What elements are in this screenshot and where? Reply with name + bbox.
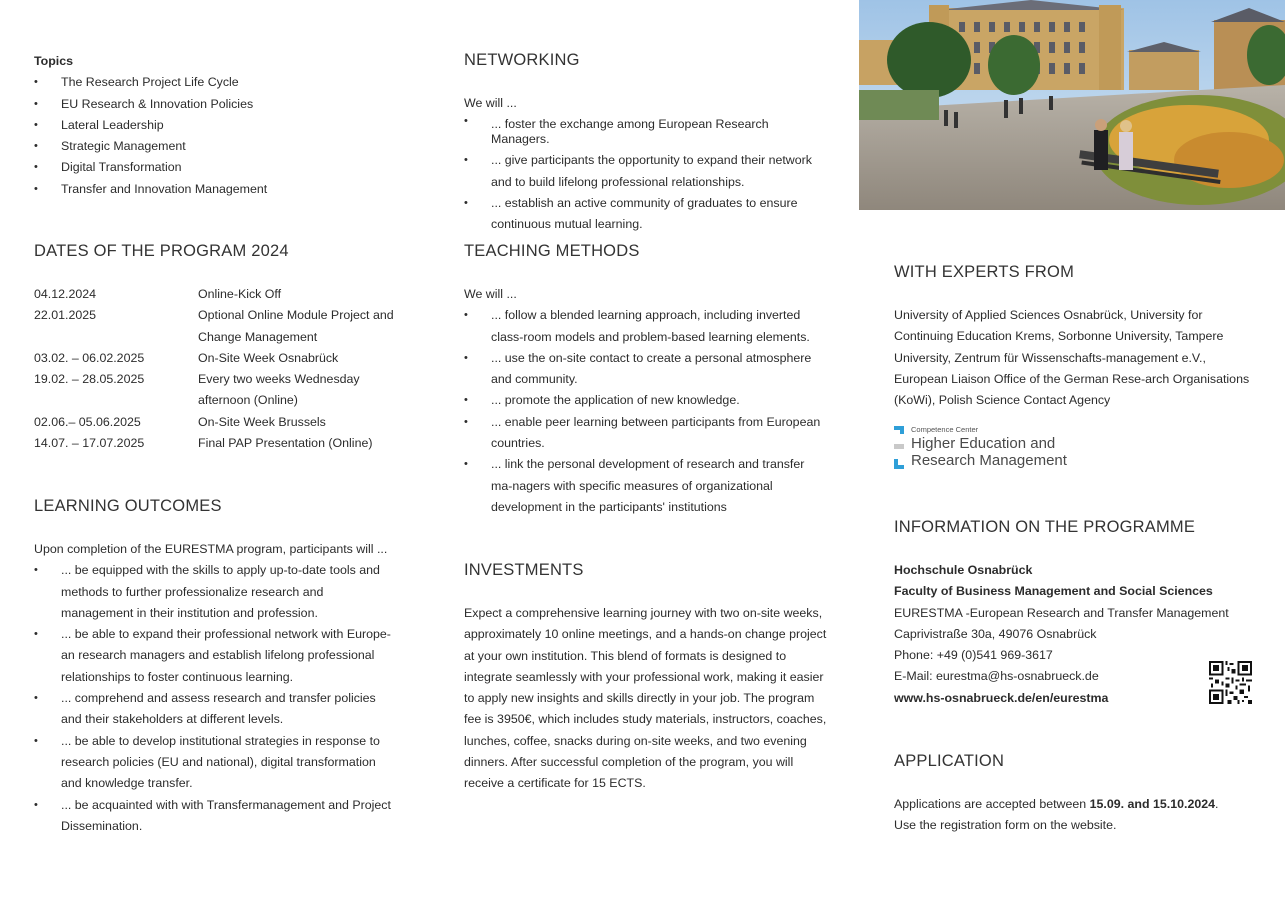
date-cell: 03.02. – 06.02.2025 — [34, 350, 145, 365]
list-item: • The Research Project Life Cycle — [34, 72, 414, 93]
date-cell: 22.01.2025 — [34, 308, 97, 323]
info-section — [894, 516, 1254, 709]
list-item: • ... comprehend and assess research and transfer policies and their stakeholders at different levels. — [34, 688, 396, 731]
dates-row — [34, 433, 394, 454]
event-cell: Optional Online Module Project and Change Management — [198, 308, 394, 344]
networking-intro: We will ... — [464, 96, 517, 110]
dates-row — [34, 412, 394, 433]
investments-title: INVESTMENTS — [464, 561, 584, 579]
dates-title: DATES OF THE PROGRAM 2024 — [34, 242, 289, 260]
list-item: • ... link the personal development of research and transfer ma-nagers with specific measures of organizational development in the participants' institutions — [464, 454, 829, 518]
networking-section — [464, 49, 829, 235]
list-item: • ... be acquainted with with Transfermanagement and Project Dissemination. — [34, 795, 396, 838]
topics-title: Topics — [34, 54, 74, 68]
info-email[interactable]: E-Mail: eurestma@hs-osnabrueck.de — [894, 669, 1099, 684]
date-cell: 04.12.2024 — [34, 287, 97, 301]
application-and: and — [1124, 797, 1153, 811]
list-item: • Strategic Management — [34, 136, 414, 157]
list-item: • Digital Transformation — [34, 157, 414, 178]
list-item: • ... use the on-site contact to create a personal atmosphere and community. — [464, 348, 829, 391]
application-text-prefix: Applications are accepted between — [894, 797, 1090, 811]
application-title: APPLICATION — [894, 752, 1005, 770]
list-item: • Transfer and Innovation Management — [34, 179, 414, 200]
application-section — [894, 750, 1264, 837]
topics-list — [34, 72, 414, 200]
topics-section — [34, 51, 414, 200]
dates-row — [34, 284, 394, 305]
event-cell: Online-Kick Off — [198, 287, 282, 301]
list-item: • ... be able to develop institutional strategies in response to research policies (EU and national), digital transformation and knowledge transfer. — [34, 731, 396, 795]
info-address: Caprivistraße 30a, 49076 Osnabrück — [894, 626, 1097, 641]
logo-line-1: Higher Education and — [911, 435, 1056, 452]
application-text — [894, 794, 1264, 815]
dates-row — [34, 348, 394, 369]
learning-title: LEARNING OUTCOMES — [34, 497, 222, 515]
info-org: Hochschule Osnabrück — [894, 563, 1033, 577]
list-item: • Lateral Leadership — [34, 115, 414, 136]
list-item: • ... be able to expand their professional network with Europe-an research managers and establish lifelong professional relationships to foster continuous learning. — [34, 624, 396, 688]
logo-line-2: Research Management — [911, 452, 1067, 469]
event-cell: Final PAP Presentation (Online) — [198, 436, 373, 451]
teaching-title: TEACHING METHODS — [464, 242, 640, 260]
date-cell: 14.07. – 17.07.2025 — [34, 436, 145, 451]
date-cell: 02.06.– 05.06.2025 — [34, 414, 141, 429]
learning-list — [34, 560, 396, 837]
list-item: • EU Research & Innovation Policies — [34, 94, 414, 115]
info-phone: Phone: +49 (0)541 969-3617 — [894, 648, 1053, 663]
qr-code-icon — [1209, 661, 1252, 704]
investments-section — [464, 559, 830, 795]
experts-text: University of Applied Sciences Osnabrück, University for Continuing Education Krems, Sorbonne University, Tampere University, Zentrum für Wissenschafts-management e.V., European Liaison Office of the German Rese-arch Organisations (KoWi), Polish Science Contact Agency — [894, 308, 1250, 408]
teaching-section — [464, 240, 829, 518]
learning-section — [34, 495, 396, 837]
teaching-list — [464, 305, 829, 518]
experts-title: WITH EXPERTS FROM — [894, 263, 1075, 281]
investments-text: Expect a comprehensive learning journey with two on-site weeks, approximately 10 online meetings, and a hands-on change project at your own institution. This blend of formats is designed to integrate seamlessly with your professional work, making it easier to apply new insights and skills directly in your job. The program fee is 3950€, which includes study materials, instructors, coaches, lunches, coffee, snacks during on-site weeks, and two evening dinners. After successful completion of the program, you will receive a certificate for 15 ECTS. — [464, 606, 827, 791]
event-cell: On-Site Week Brussels — [198, 414, 326, 429]
list-item: • ... follow a blended learning approach, including inverted class-room models and problem-based learning elements. — [464, 305, 829, 348]
event-cell: Every two weeks Wednesday afternoon (Online) — [198, 372, 360, 408]
networking-list — [464, 114, 829, 235]
teaching-intro: We will ... — [464, 287, 517, 301]
list-item: • ... enable peer learning between participants from European countries. — [464, 412, 829, 455]
learning-intro: Upon completion of the EURESTMA program, participants will ... — [34, 542, 388, 556]
application-date-from: 15.09. — [1089, 797, 1125, 811]
list-item: • ... foster the exchange among European Research Managers. — [464, 114, 829, 150]
dates-row — [34, 305, 394, 348]
competence-center-logo — [894, 426, 1094, 472]
info-faculty: Faculty of Business Management and Social Sciences — [894, 584, 1213, 599]
info-title: INFORMATION ON THE PROGRAMME — [894, 518, 1196, 536]
list-item: • ... promote the application of new knowledge. — [464, 390, 829, 411]
logo-mark-icon — [894, 426, 908, 472]
dates-section — [34, 240, 394, 454]
info-program: EURESTMA -European Research and Transfer Management — [894, 605, 1229, 620]
list-item: • ... establish an active community of graduates to ensure continuous mutual learning. — [464, 193, 829, 236]
campus-photo — [859, 0, 1285, 210]
networking-title: NETWORKING — [464, 51, 580, 69]
list-item: • ... give participants the opportunity to expand their network and to build lifelong professional relationships. — [464, 150, 829, 193]
logo-small-text: Competence Center — [911, 425, 979, 434]
application-line-2: Use the registration form on the website. — [894, 818, 1117, 833]
application-date-to: 15.10.2024 — [1153, 797, 1216, 811]
event-cell: On-Site Week Osnabrück — [198, 350, 339, 365]
info-website-link[interactable]: www.hs-osnabrueck.de/en/eurestma — [894, 690, 1109, 705]
date-cell: 19.02. – 28.05.2025 — [34, 372, 145, 387]
dates-row — [34, 369, 394, 412]
experts-section — [894, 261, 1254, 411]
list-item: • ... be equipped with the skills to apply up-to-date tools and methods to further professionalize research and management in their institution and profession. — [34, 560, 396, 624]
application-text-suffix: . — [1215, 797, 1219, 811]
